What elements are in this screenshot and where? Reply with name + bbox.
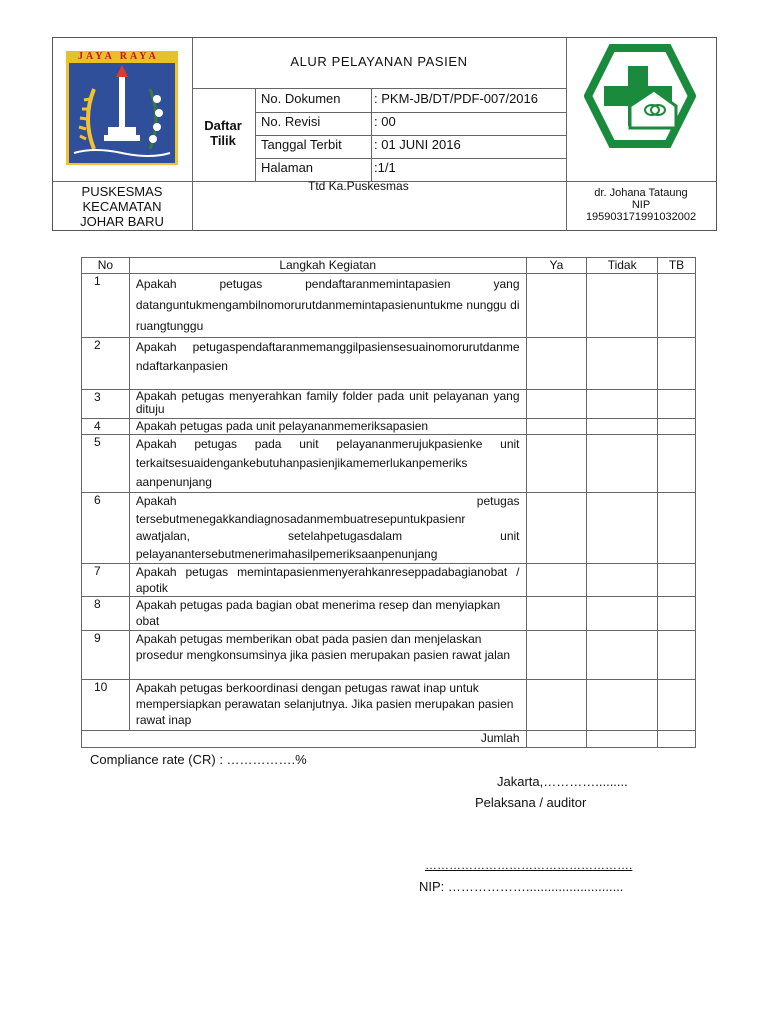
cell-ya[interactable] xyxy=(526,597,587,631)
cell-tb[interactable] xyxy=(658,564,696,597)
org-line2: KECAMATAN xyxy=(82,199,162,214)
row-step-text: Apakah petugas memintapasienmenyerahkanreseppadabagianobat / apotik xyxy=(129,564,526,597)
cell-tidak[interactable] xyxy=(587,564,658,597)
signer-block xyxy=(566,187,716,223)
cell-tb[interactable] xyxy=(658,419,696,435)
row-number: 1 xyxy=(82,274,130,338)
cell-ya[interactable] xyxy=(526,493,587,564)
jaya-raya-logo xyxy=(64,49,180,167)
row-step-text: Apakah petugas menyerahkan family folder pada unit pelayanan yang dituju xyxy=(129,390,526,419)
table-header-row xyxy=(82,258,696,274)
cell-tidak[interactable] xyxy=(587,390,658,419)
compliance-rate: Compliance rate (CR) : …………….% xyxy=(90,752,307,767)
row-step-text: Apakah petugas berkoordinasi dengan petugas rawat inap untuk mempersiapkan perawatan selanjutnya. Jika pasien merupakan pasien rawat inap xyxy=(129,680,526,731)
table-row xyxy=(82,338,696,390)
cell-tidak[interactable] xyxy=(587,419,658,435)
cell-tidak[interactable] xyxy=(587,274,658,338)
logo-text: JAYA RAYA xyxy=(78,51,159,62)
cell-tidak[interactable] xyxy=(587,493,658,564)
row-step-text: Apakah petugas pada bagian obat menerima resep dan menyiapkan obat xyxy=(129,597,526,631)
daftar-tilik-line2: Tilik xyxy=(210,133,236,148)
org-line3: JOHAR BARU xyxy=(80,214,164,229)
cell-ya[interactable] xyxy=(526,390,587,419)
signer-nip: 195903171991032002 xyxy=(585,211,697,223)
table-row xyxy=(82,680,696,731)
signer-name: dr. Johana Tataung xyxy=(594,187,688,199)
cell-ya[interactable] xyxy=(526,680,587,731)
row-step-text: Apakah petugas memberikan obat pada pasien dan menjelaskan prosedur mengkonsumsinya jika pasien merupakan pasien rawat jalan xyxy=(129,631,526,680)
meta-value-doc: : PKM-JB/DT/PDF-007/2016 xyxy=(374,91,538,106)
cell-tidak[interactable] xyxy=(587,631,658,680)
meta-label-doc: No. Dokumen xyxy=(261,91,341,106)
total-tb[interactable] xyxy=(658,731,696,748)
cell-tidak[interactable] xyxy=(587,680,658,731)
row-step-text: Apakah petugas pendaftaranmemintapasien yang datanguntukmengambilnomorurutdanmemintapasienuntukme nunggu di ruangtunggu xyxy=(129,274,526,338)
cell-ya[interactable] xyxy=(526,419,587,435)
ttd-label: Ttd Ka.Puskesmas xyxy=(308,179,409,193)
cell-tb[interactable] xyxy=(658,390,696,419)
table-row xyxy=(82,419,696,435)
row-number: 10 xyxy=(82,680,130,731)
table-row xyxy=(82,564,696,597)
checklist-table xyxy=(81,257,696,748)
cell-ya[interactable] xyxy=(526,338,587,390)
cell-tb[interactable] xyxy=(658,274,696,338)
col-no-header: No xyxy=(82,258,130,274)
cell-tidak[interactable] xyxy=(587,338,658,390)
row-number: 4 xyxy=(82,419,130,435)
cell-tb[interactable] xyxy=(658,597,696,631)
row-number: 6 xyxy=(82,493,130,564)
cell-tb[interactable] xyxy=(658,435,696,493)
table-row xyxy=(82,274,696,338)
cell-ya[interactable] xyxy=(526,564,587,597)
row-number: 7 xyxy=(82,564,130,597)
meta-label-date: Tanggal Terbit xyxy=(261,137,342,152)
daftar-tilik-label xyxy=(192,118,254,148)
table-row xyxy=(82,631,696,680)
cell-ya[interactable] xyxy=(526,631,587,680)
auditor-nip: NIP: ………………........................... xyxy=(419,879,624,894)
meta-value-page: :1/1 xyxy=(374,160,396,175)
row-number: 8 xyxy=(82,597,130,631)
row-step-text: Apakah petugas pada unit pelayananmerujukpasienke unit terkaitsesuaidengankebutuhanpasienjikamemerlukanpemeriks aanpenunjang xyxy=(129,435,526,493)
table-row xyxy=(82,435,696,493)
cell-tb[interactable] xyxy=(658,680,696,731)
place-date: Jakarta,…………......... xyxy=(497,774,628,789)
cell-tidak[interactable] xyxy=(587,435,658,493)
row-step-text: Apakah petugaspendaftaranmemanggilpasiensesuainomorurutdanme ndaftarkanpasien xyxy=(129,338,526,390)
row-number: 9 xyxy=(82,631,130,680)
daftar-tilik-line1: Daftar xyxy=(204,118,242,133)
signer-nip-label: NIP xyxy=(631,199,651,211)
col-tidak-header: Tidak xyxy=(587,258,658,274)
row-step-text: Apakah petugas pada unit pelayananmemeriksapasien xyxy=(129,419,526,435)
signature-line: ……………………………………………. xyxy=(425,858,633,872)
document-title: ALUR PELAYANAN PASIEN xyxy=(290,54,468,69)
cell-tb[interactable] xyxy=(658,493,696,564)
puskesmas-logo xyxy=(584,44,696,148)
row-number: 3 xyxy=(82,390,130,419)
cell-tb[interactable] xyxy=(658,338,696,390)
row-number: 2 xyxy=(82,338,130,390)
col-tb-header: TB xyxy=(658,258,696,274)
table-row xyxy=(82,390,696,419)
auditor-role: Pelaksana / auditor xyxy=(475,795,587,810)
org-line1: PUSKESMAS xyxy=(81,184,163,199)
meta-value-date: : 01 JUNI 2016 xyxy=(374,137,461,152)
cell-tidak[interactable] xyxy=(587,597,658,631)
row-number: 5 xyxy=(82,435,130,493)
total-tidak[interactable] xyxy=(587,731,658,748)
table-row xyxy=(82,493,696,564)
org-name xyxy=(53,184,191,229)
cell-ya[interactable] xyxy=(526,274,587,338)
total-row xyxy=(82,731,696,748)
meta-label-page: Halaman xyxy=(261,160,314,175)
total-ya[interactable] xyxy=(526,731,587,748)
total-label: Jumlah xyxy=(82,731,527,748)
table-row xyxy=(82,597,696,631)
meta-label-rev: No. Revisi xyxy=(261,114,321,129)
cell-tb[interactable] xyxy=(658,631,696,680)
row-step-text: Apakah petugas tersebutmenegakkandiagnosadanmembuatresepuntukpasienr awatjalan, setelahpetugasdalam unit pelayanantersebutmenerimahasilpemeriksaanpenunjang xyxy=(129,493,526,564)
col-step-header: Langkah Kegiatan xyxy=(129,258,526,274)
col-ya-header: Ya xyxy=(526,258,587,274)
cell-ya[interactable] xyxy=(526,435,587,493)
meta-value-rev: : 00 xyxy=(374,114,396,129)
